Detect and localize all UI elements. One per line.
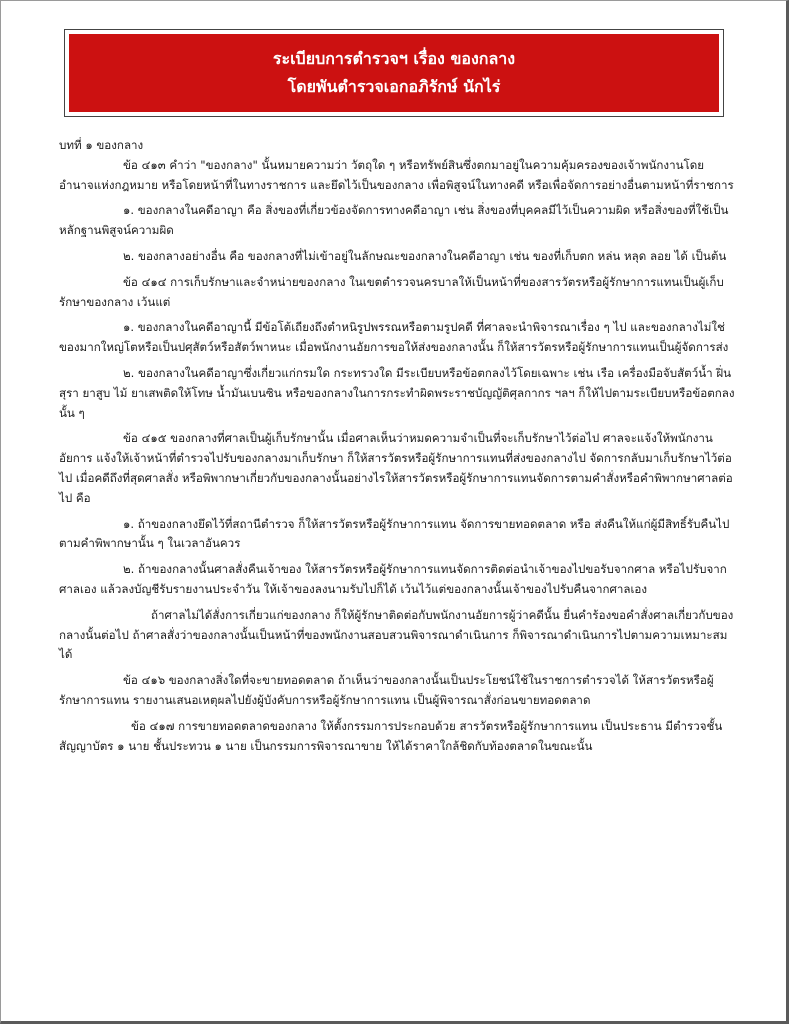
paragraph-413-item-2: ๒. ของกลางอย่างอื่น คือ ของกลางที่ไม่เข้าอยู่ในลักษณะของกลางในคดีอาญา เช่น ของที่เก็บตก หล่น หลุด ลอย ได้ เป็นต้น [123,248,727,263]
paragraph-415-item-1: ๑. ถ้าของกลางยึดไว้ที่สถานีตำรวจ ก็ให้สารวัตรหรือผู้รักษาการแทน จัดการขายทอดตลาด หรือ ส่งคืนให้แก่ผู้มีสิทธิ์รับคืนไป ตามคำพิพากษานั้น ๆ ในเวลาอันควร [59,516,730,551]
title-line-1: ระเบียบการตำรวจฯ เรื่อง ของกลาง [272,49,516,68]
paragraph-415-item-2: ๒. ถ้าของกลางนั้นศาลสั่งคืนเจ้าของ ให้สารวัตรหรือผู้รักษาการแทนจัดการติดต่อนำเจ้าของไปขอรับจากศาล หรือไปรับจากศาลเอง แล้วลงบัญชีรับรายงานประจำวัน ให้เจ้าของลงนามรับไปก็ได้ เว้นไว้แต่ของกลางนั้นเจ้าของไปรับคืนจากศาลเอง [59,562,727,596]
paragraph-413: ข้อ ๔๑๓ คำว่า "ของกลาง" นั้นหมายความว่า วัตถุใด ๆ หรือทรัพย์สินซึ่งตกมาอยู่ในความคุ้มครองของเจ้าพนักงานโดยอำนาจแห่งกฎหมาย หรือโดยหน้าที่ในทางราชการ และยึดไว้เป็นของกลาง เพื่อพิสูจน์ในทางคดี หรือเพื่อจัดการอย่างอื่นตามหน้าที่ราชการ [59,157,734,192]
document-body [59,136,735,762]
chapter-heading: บทที่ ๑ ของกลาง [59,138,144,152]
title-line-2: โดยพันตำรวจเอกอภิรักษ์ นักไร่ [287,77,501,96]
paragraph-414-item-1: ๑. ของกลางในคดีอาญานี้ มีข้อโต้เถียงถึงตำหนิรูปพรรณหรือตามรูปคดี ที่ศาลจะนำพิจารณาเรื่อง ๆ ไป และของกลางไม่ใช่ของมากใหญ่โตหรือเป็นปศุสัตว์หรือสัตว์พาหนะ เมื่อพนักงานอัยการขอให้ส่งของกลางนั้น ก็ให้สารวัตรหรือผู้รักษาการแทนเป็นผู้จัดการส่ง [59,320,729,355]
paragraph-415: ข้อ ๔๑๕ ของกลางที่ศาลเป็นผู้เก็บรักษานั้น เมื่อศาลเห็นว่าหมดความจำเป็นที่จะเก็บรักษาไว้ต่อไป ศาลจะแจ้งให้พนักงานอัยการ แจ้งให้เจ้าหน้าที่ตำรวจไปรับของกลางมาเก็บรักษา ก็ให้สารวัตรหรือผู้รักษาการแทนที่ส่งของกลางไป จัดการกลับมาเก็บรักษาไว้ต่อไป เมื่อคดีถึงที่สุดศาลสั่ง หรือพิพากษาเกี่ยวกับของกลางนั้นอย่างไรให้สารวัตรหรือผู้รักษาการแทนจัดการตามคำสั่งหรือคำพิพากษาศาลต่อไป คือ [59,431,733,505]
paragraph-414-item-2: ๒. ของกลางในคดีอาญาซึ่งเกี่ยวแก่กรมใด กระทรวงใด มีระเบียบหรือข้อตกลงไว้โดยเฉพาะ เช่น เรือ เครื่องมือจับสัตว์น้ำ ฝิ่น สุรา ยาสูบ ไม้ ยาเสพติดให้โทษ น้ำมันเบนซิน หรือของกลางในการกระทำผิดพระราชบัญญัติศุลกากร ฯลฯ ก็ให้ไปตามระเบียบหรือข้อตกลงนั้น ๆ [59,365,735,420]
paragraph-414: ข้อ ๔๑๔ การเก็บรักษาและจำหน่ายของกลาง ในเขตตำรวจนครบาลให้เป็นหน้าที่ของสารวัตรหรือผู้รักษาการแทนเป็นผู้เก็บรักษาของกลาง เว้นแต่ [59,274,724,309]
title-banner [69,34,719,112]
paragraph-413-item-1: ๑. ของกลางในคดีอาญา คือ สิ่งของที่เกี่ยวข้องจัดการทางคดีอาญา เช่น สิ่งของที่บุคคลมีไว้เป็นความผิด หรือสิ่งของที่ใช้เป็นหลักฐานพิสูจน์ความผิด [59,203,729,238]
title-box [64,29,724,117]
paragraph-415-note: ถ้าศาลไม่ได้สั่งการเกี่ยวแก่ของกลาง ก็ให้ผู้รักษาติดต่อกับพนักงานอัยการผู้ว่าคดีนั้น ยื่นคำร้องขอคำสั่งศาลเกี่ยวกับของกลางนั้นต่อไป ถ้าศาลสั่งว่าของกลางนั้นเป็นหน้าที่ของพนักงานสอบสวนพิจารณาดำเนินการ ก็พิจารณาดำเนินการไปตามความเหมาะสมได้ [59,607,734,662]
paragraph-416: ข้อ ๔๑๖ ของกลางสิ่งใดที่จะขายทอดตลาด ถ้าเห็นว่าของกลางนั้นเป็นประโยชน์ใช้ในราชการตำรวจได้ ให้สารวัตรหรือผู้รักษาการแทน รายงานเสนอเหตุผลไปยังผู้บังคับการหรือผู้รักษาการแทน เป็นผู้พิจารณาสั่งก่อนขายทอดตลาด [59,673,714,707]
paragraph-417: ข้อ ๔๑๗ การขายทอดตลาดของกลาง ให้ตั้งกรรมการประกอบด้วย สารวัตรหรือผู้รักษาการแทน เป็นประธาน มีตำรวจชั้นสัญญาบัตร ๑ นาย ชั้นประทวน ๑ นาย เป็นกรรมการพิจารณาขาย ให้ได้ราคาใกล้ชิดกับท้องตลาดในขณะนั้น [59,718,723,753]
